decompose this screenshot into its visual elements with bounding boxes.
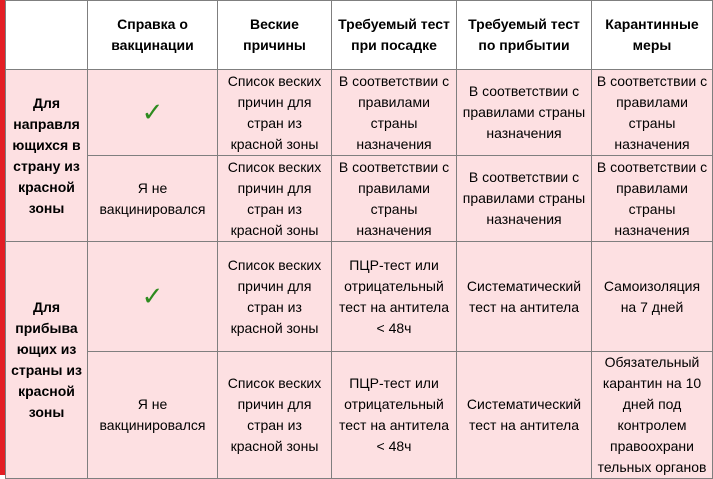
group-label-departure: Для направля ющихся в страну из красной зоны — [6, 70, 88, 242]
table-row — [6, 156, 713, 242]
table-row — [6, 242, 713, 352]
vaccination-cell: Я не вакцинировался — [88, 352, 218, 479]
header-row — [6, 1, 713, 70]
travel-rules-table — [5, 0, 713, 479]
boarding-test-cell: В соответствии с правилами страны назначения — [332, 156, 457, 242]
arrival-test-cell: В соответствии с правилами страны назначения — [457, 156, 592, 242]
boarding-test-text: ПЦР-тест или отрицательный тест на антитела < 48ч — [338, 256, 450, 336]
boarding-test-text: ПЦР-тест или отрицательный тест на антитела < 48ч — [338, 375, 450, 454]
arrival-test-cell: Систематический тест на антитела — [457, 352, 592, 479]
header-reasons: Веские причины — [218, 1, 332, 70]
header-vaccination: Справка о вакцинации — [88, 1, 218, 70]
group-label-arrival: Для прибыва ющих из страны из красной зоны — [6, 242, 88, 479]
quarantine-cell: В соответствии с правилами страны назначения — [592, 156, 713, 242]
reasons-cell: Список веских причин для стран из красной зоны — [218, 242, 332, 352]
table-row — [6, 352, 713, 479]
arrival-test-cell: В соответствии с правилами страны назначения — [457, 70, 592, 156]
boarding-test-cell — [332, 242, 457, 352]
arrival-test-cell: Систематический тест на антитела — [457, 242, 592, 352]
boarding-test-cell — [332, 352, 457, 479]
reasons-cell: Список веских причин для стран из красной зоны — [218, 70, 332, 156]
vaccination-cell — [88, 242, 218, 352]
checkmark-icon: ✓ — [141, 280, 164, 311]
header-quarantine: Карантинные меры — [592, 1, 713, 70]
vaccination-cell — [88, 70, 218, 156]
vaccination-cell: Я не вакцинировался — [88, 156, 218, 242]
header-arrival-test: Требуемый тест по прибытии — [457, 1, 592, 70]
table-row — [6, 70, 713, 156]
reasons-cell: Список веских причин для стран из красной зоны — [218, 352, 332, 479]
quarantine-cell: В соответствии с правилами страны назначения — [592, 70, 713, 156]
boarding-test-cell: В соответствии с правилами страны назначения — [332, 70, 457, 156]
header-corner — [6, 1, 88, 70]
header-boarding-test: Требуемый тест при посадке — [332, 1, 457, 70]
quarantine-cell: Обязательный карантин на 10 дней под контролем правоохрани тельных органов — [592, 352, 713, 479]
checkmark-icon: ✓ — [141, 96, 164, 127]
reasons-cell: Список веских причин для стран из красной зоны — [218, 156, 332, 242]
quarantine-cell: Самоизоляция на 7 дней — [592, 242, 713, 352]
